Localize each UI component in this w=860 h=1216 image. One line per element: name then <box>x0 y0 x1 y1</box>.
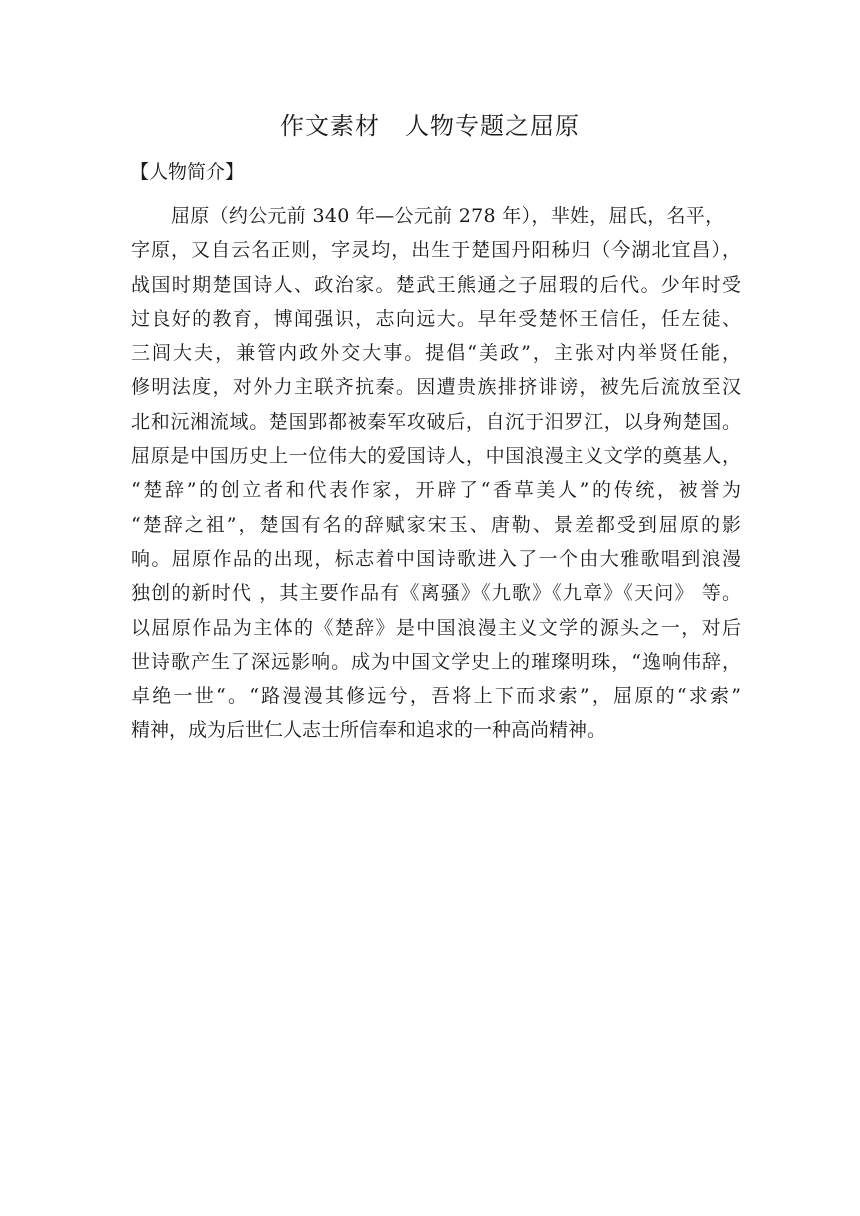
body-line: “楚辞”的创立者和代表作家，开辟了“香草美人”的传统，被誉为 <box>131 479 741 502</box>
body-line: 屈原（约公元前 340 年—公元前 278 年），芈姓，屈氏，名平， <box>171 205 725 227</box>
body-line: 过良好的教育，博闻强识，志向远大。早年受楚怀王信任，任左徒、 <box>131 307 741 330</box>
body-line: 世诗歌产生了深远影响。成为中国文学史上的璀璨明珠，“逸响伟辞， <box>131 650 741 673</box>
body-line: 独创的新时代 ，其主要作品有《离骚》《九歌》《九章》《天问》 等。 <box>131 582 741 605</box>
body-line: “楚辞之祖”，楚国有名的辞赋家宋玉、唐勒、景差都受到屈原的影 <box>131 513 741 536</box>
body-line: 响。屈原作品的出现，标志着中国诗歌进入了一个由大雅歌唱到浪漫 <box>131 547 741 570</box>
body-line: 屈原是中国历史上一位伟大的爱国诗人，中国浪漫主义文学的奠基人， <box>131 445 741 468</box>
body-line: 精神，成为后世仁人志士所信奉和追求的一种高尚精神。 <box>131 719 607 742</box>
page-title: 作文素材 人物专题之屈原 <box>280 112 580 140</box>
body-line: 修明法度，对外力主联齐抗秦。因遭贵族排挤诽谤，被先后流放至汉 <box>131 376 741 399</box>
body-line: 三闾大夫，兼管内政外交大事。提倡“美政”，主张对内举贤任能， <box>131 342 741 365</box>
body-line: 以屈原作品为主体的《楚辞》是中国浪漫主义文学的源头之一，对后 <box>131 616 741 639</box>
body-line: 卓绝一世“。“路漫漫其修远兮，吾将上下而求索”，屈原的“求索” <box>131 685 741 708</box>
body-line: 字原，又自云名正则，字灵均，出生于楚国丹阳秭归（今湖北宜昌）， <box>131 239 741 262</box>
body-text <box>131 199 741 748</box>
section-heading: 【人物简介】 <box>130 161 245 183</box>
body-line: 北和沅湘流域。楚国郢都被秦军攻破后，自沉于汨罗江，以身殉楚国。 <box>131 410 741 433</box>
body-line: 战国时期楚国诗人、政治家。楚武王熊通之子屈瑕的后代。少年时受 <box>131 273 741 296</box>
